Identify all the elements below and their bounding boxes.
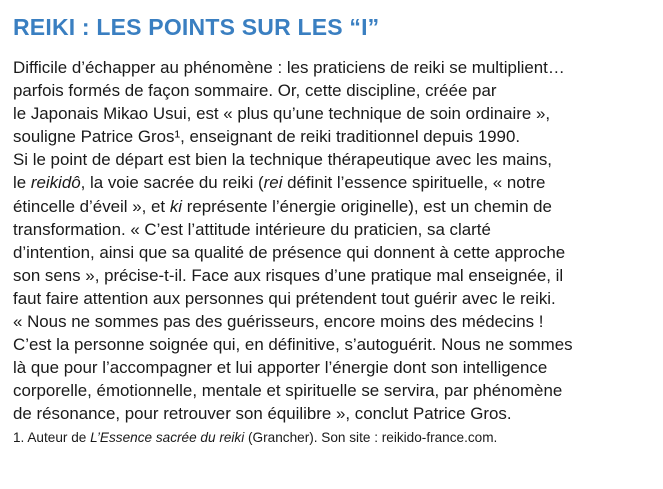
text-line (13, 79, 653, 102)
text-run: parfois formés de façon sommaire. Or, cette discipline, créée par (13, 81, 497, 101)
text-run: C’est la personne soignée qui, en définitive, s’autoguérit. Nous ne sommes (13, 335, 573, 355)
text-run: Difficile d’échapper au phénomène : les praticiens de reiki se multiplient… (13, 58, 565, 77)
text-line (13, 195, 653, 218)
text-run: de résonance, pour retrouver son équilibre », conclut Patrice Gros. (13, 404, 512, 424)
text-run: souligne Patrice Gros¹, enseignant de reiki traditionnel depuis 1990. (13, 127, 521, 147)
text-run: faut faire attention aux personnes qui prétendent tout guérir avec le reiki. (13, 288, 556, 308)
text-line (13, 148, 653, 171)
text-run: le Japonais Mikao Usui, est « plus qu’une technique de soin ordinaire », (13, 104, 551, 124)
text-line (13, 102, 653, 125)
text-line (13, 333, 653, 356)
italic-term: ki (169, 196, 183, 216)
text-line (13, 264, 653, 287)
paragraph (13, 56, 653, 148)
paragraph (13, 148, 653, 310)
text-line (13, 171, 653, 194)
text-run: étincelle d’éveil », et (13, 196, 170, 216)
text-run: son sens », précise-t-il. Face aux risques d’une pratique mal enseignée, il (13, 265, 564, 285)
text-run: (Grancher). Son site : reikido-france.com. (244, 429, 498, 445)
text-run: définit l’essence spirituelle, « notre (282, 173, 546, 193)
text-run: « Nous ne sommes pas des guérisseurs, encore moins des médecins ! (13, 312, 544, 332)
paragraph (13, 310, 653, 425)
text-line (13, 310, 653, 333)
italic-term: reikidô (30, 173, 81, 193)
text-run: , la voie sacrée du reiki ( (80, 173, 264, 193)
text-run: 1. Auteur de (13, 429, 91, 445)
text-line (13, 287, 653, 310)
text-line (13, 218, 653, 241)
text-run: le (13, 173, 31, 193)
text-run: transformation. « C’est l’attitude intérieure du praticien, sa clarté (13, 219, 491, 239)
italic-term: L’Essence sacrée du reiki (90, 429, 245, 445)
text-run: corporelle, émotionnelle, mentale et spirituelle se servira, par phénomène (13, 381, 563, 401)
text-line (13, 356, 653, 379)
article (13, 12, 653, 448)
text-run: Si le point de départ est bien la technique thérapeutique avec les mains, (13, 150, 552, 170)
text-run: là que pour l’accompagner et lui apporter l’énergie dont son intelligence (13, 358, 548, 378)
text-line (13, 241, 653, 264)
footnote (13, 428, 653, 448)
text-run: représente l’énergie originelle), est un chemin de (182, 196, 552, 216)
text-run: d’intention, ainsi que sa qualité de présence qui donnent à cette approche (13, 242, 566, 262)
text-line (13, 56, 653, 79)
text-line (13, 379, 653, 402)
italic-term: rei (263, 173, 283, 193)
text-line (13, 125, 653, 148)
article-title: REIKI : LES POINTS SUR LES “I” (13, 14, 380, 40)
article-body (13, 56, 653, 426)
text-line (13, 402, 653, 425)
